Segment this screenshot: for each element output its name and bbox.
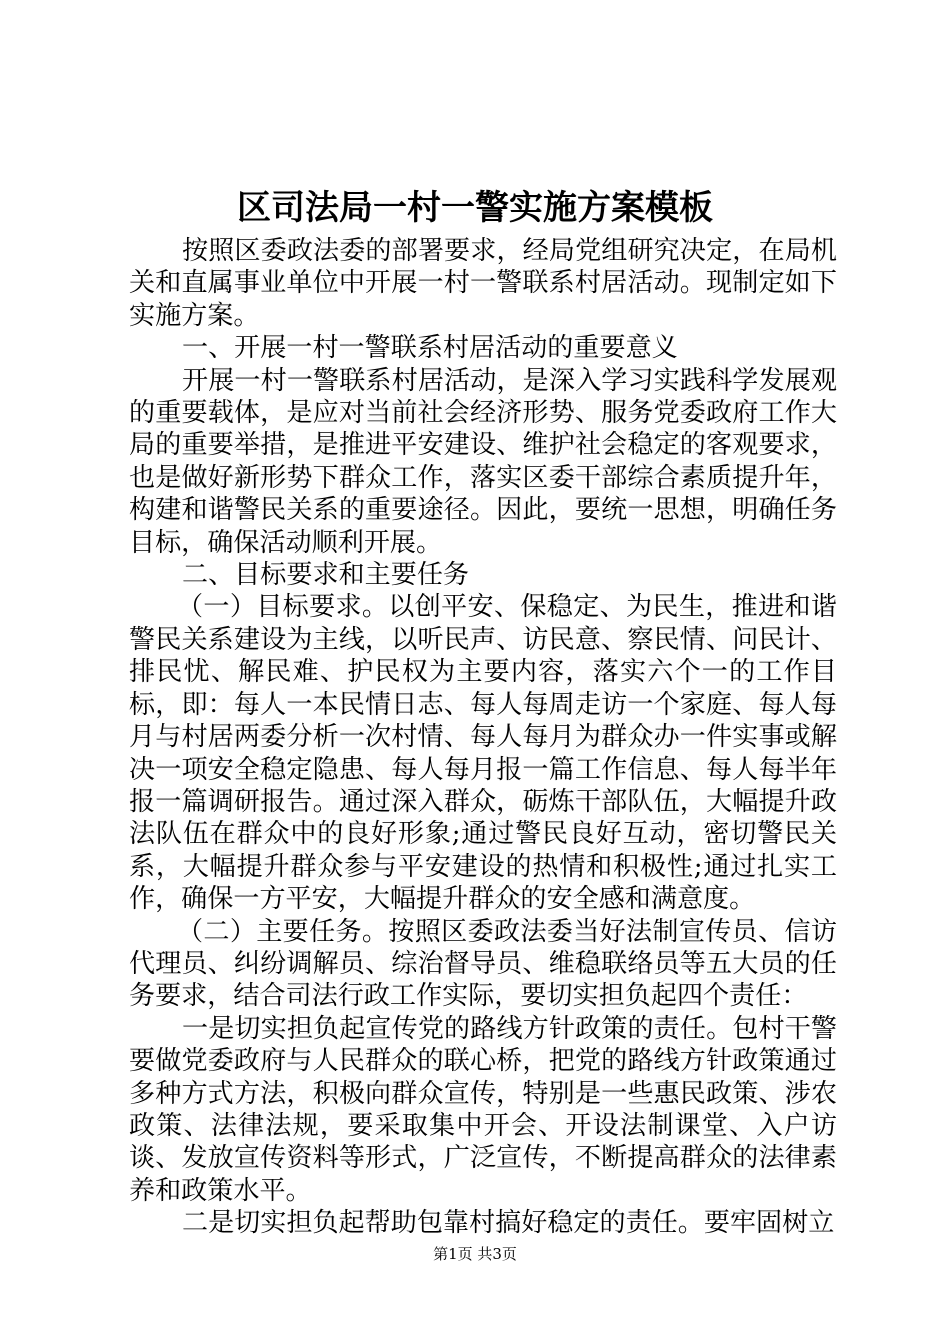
paragraph-objectives: （一）目标要求。以创平安、保稳定、为民生，推进和谐警民关系建设为主线，以听民声、访民意、察民情、问民计、排民忧、解民难、护民权为主要内容，落实六个一的工作目标，即：每人一本民情日志、每人每周走访一个家庭、每人每月与村居两委分析一次村情、每人每月为群众办一件实事或解决一项安全稳定隐患、每人每月报一篇工作信息、每人每半年报一篇调研报告。通过深入群众，砺炼干部队伍，大幅提升政法队伍在群众中的良好形象;通过警民良好互动，密切警民关系，大幅提升群众参与平安建设的热情和积极性;通过扎实工作，确保一方平安，大幅提升群众的安全感和满意度。 bbox=[129, 592, 837, 915]
page-footer: 第1页 共3页 bbox=[433, 1245, 517, 1263]
paragraph-intro: 按照区委政法委的部署要求，经局党组研究决定，在局机关和直属事业单位中开展一村一警联系村居活动。现制定如下实施方案。 bbox=[129, 236, 837, 331]
paragraph-task-one: 一是切实担负起宣传党的路线方针政策的责任。包村干警要做党委政府与人民群众的联心桥，把党的路线方针政策通过多种方式方法，积极向群众宣传，特别是一些惠民政策、涉农政策、法律法规，要采取集中开会、开设法制课堂、入户访谈、发放宣传资料等形式，广泛宣传，不断提高群众的法律素养和政策水平。 bbox=[129, 1013, 837, 1206]
heading-section-2: 二、目标要求和主要任务 bbox=[182, 560, 470, 591]
document-title: 区司法局一村一警实施方案模板 bbox=[237, 188, 713, 228]
paragraph-main-tasks: （二）主要任务。按照区委政法委当好法制宣传员、信访代理员、纠纷调解员、综治督导员、维稳联络员等五大员的任务要求，结合司法行政工作实际，要切实担负起四个责任： bbox=[129, 916, 837, 1012]
paragraph-significance: 开展一村一警联系村居活动，是深入学习实践科学发展观的重要载体，是应对当前社会经济形势、服务党委政府工作大局的重要举措，是推进平安建设、维护社会稳定的客观要求，也是做好新形势下群众工作，落实区委干部综合素质提升年，构建和谐警民关系的重要途径。因此，要统一思想，明确任务目标，确保活动顺利开展。 bbox=[129, 365, 837, 558]
paragraph-task-two: 二是切实担负起帮助包靠村搞好稳定的责任。要牢固树立 bbox=[182, 1208, 835, 1239]
heading-section-1: 一、开展一村一警联系村居活动的重要意义 bbox=[182, 333, 678, 364]
document-body bbox=[129, 235, 837, 1240]
